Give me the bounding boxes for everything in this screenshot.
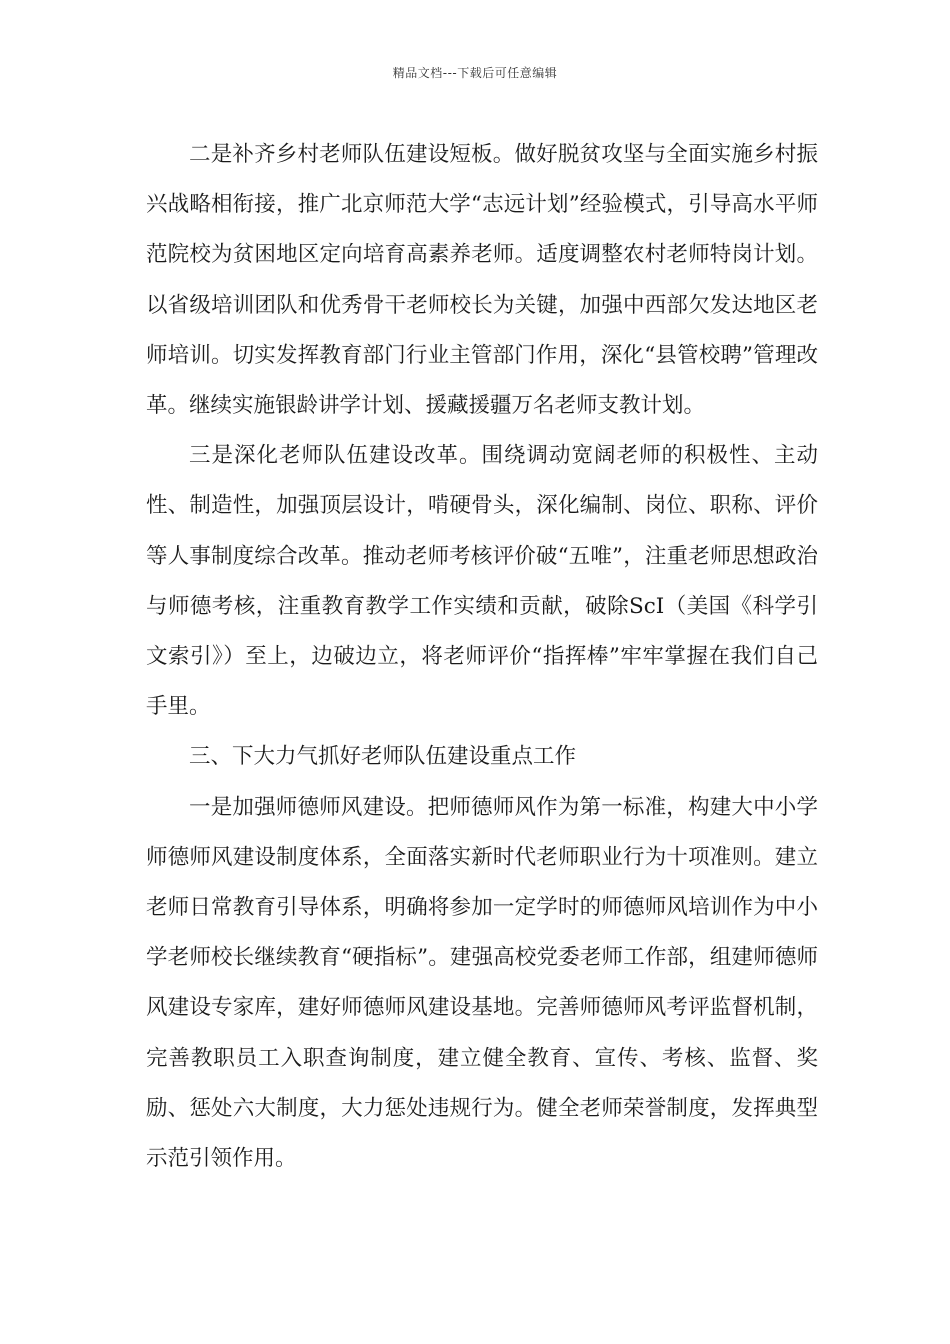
paragraph-ethics: 一是加强师德师风建设。把师德师风作为第一标准，构建大中小学师德师风建设制度体系，全面落实新时代老师职业行为十项准则。建立老师日常教育引导体系，明确将参加一定学时的师德师风培训作为中小学老师校长继续教育“硬指标”。建强高校党委老师工作部，组建师德师风建设专家库，建好师德师风建设基地。完善师德师风考评监督机制，完善教职员工入职查询制度，建立健全教育、宣传、考核、监督、奖励、惩处六大制度，大力惩处违规行为。健全老师荣誉制度，发挥典型示范引领作用。 [146,794,818,1172]
document-body [146,130,818,1184]
page-header: 精品文档---下载后可任意编辑 [392,66,558,80]
paragraph-rural-teachers: 二是补齐乡村老师队伍建设短板。做好脱贫攻坚与全面实施乡村振兴战略相衔接，推广北京师范大学“志远计划”经验模式，引导高水平师范院校为贫困地区定向培育高素养老师。适度调整农村老师特岗计划。以省级培训团队和优秀骨干老师校长为关键，加强中西部欠发达地区老师培训。切实发挥教育部门行业主管部门作用，深化“县管校聘”管理改革。继续实施银龄讲学计划、援藏援疆万名老师支教计划。 [146,142,818,419]
paragraph-reform: 三是深化老师队伍建设改革。围绕调动宽阔老师的积极性、主动性、制造性，加强顶层设计，啃硬骨头，深化编制、岗位、职称、评价等人事制度综合改革。推动老师考核评价破“五唯”，注重老师思想政治与师德考核，注重教育教学工作实绩和贡献，破除ScI（美国《科学引文索引》）至上，边破边立，将老师评价“指挥棒”牢牢掌握在我们自己手里。 [146,443,818,720]
section-heading: 三、下大力气抓好老师队伍建设重点工作 [189,744,577,770]
